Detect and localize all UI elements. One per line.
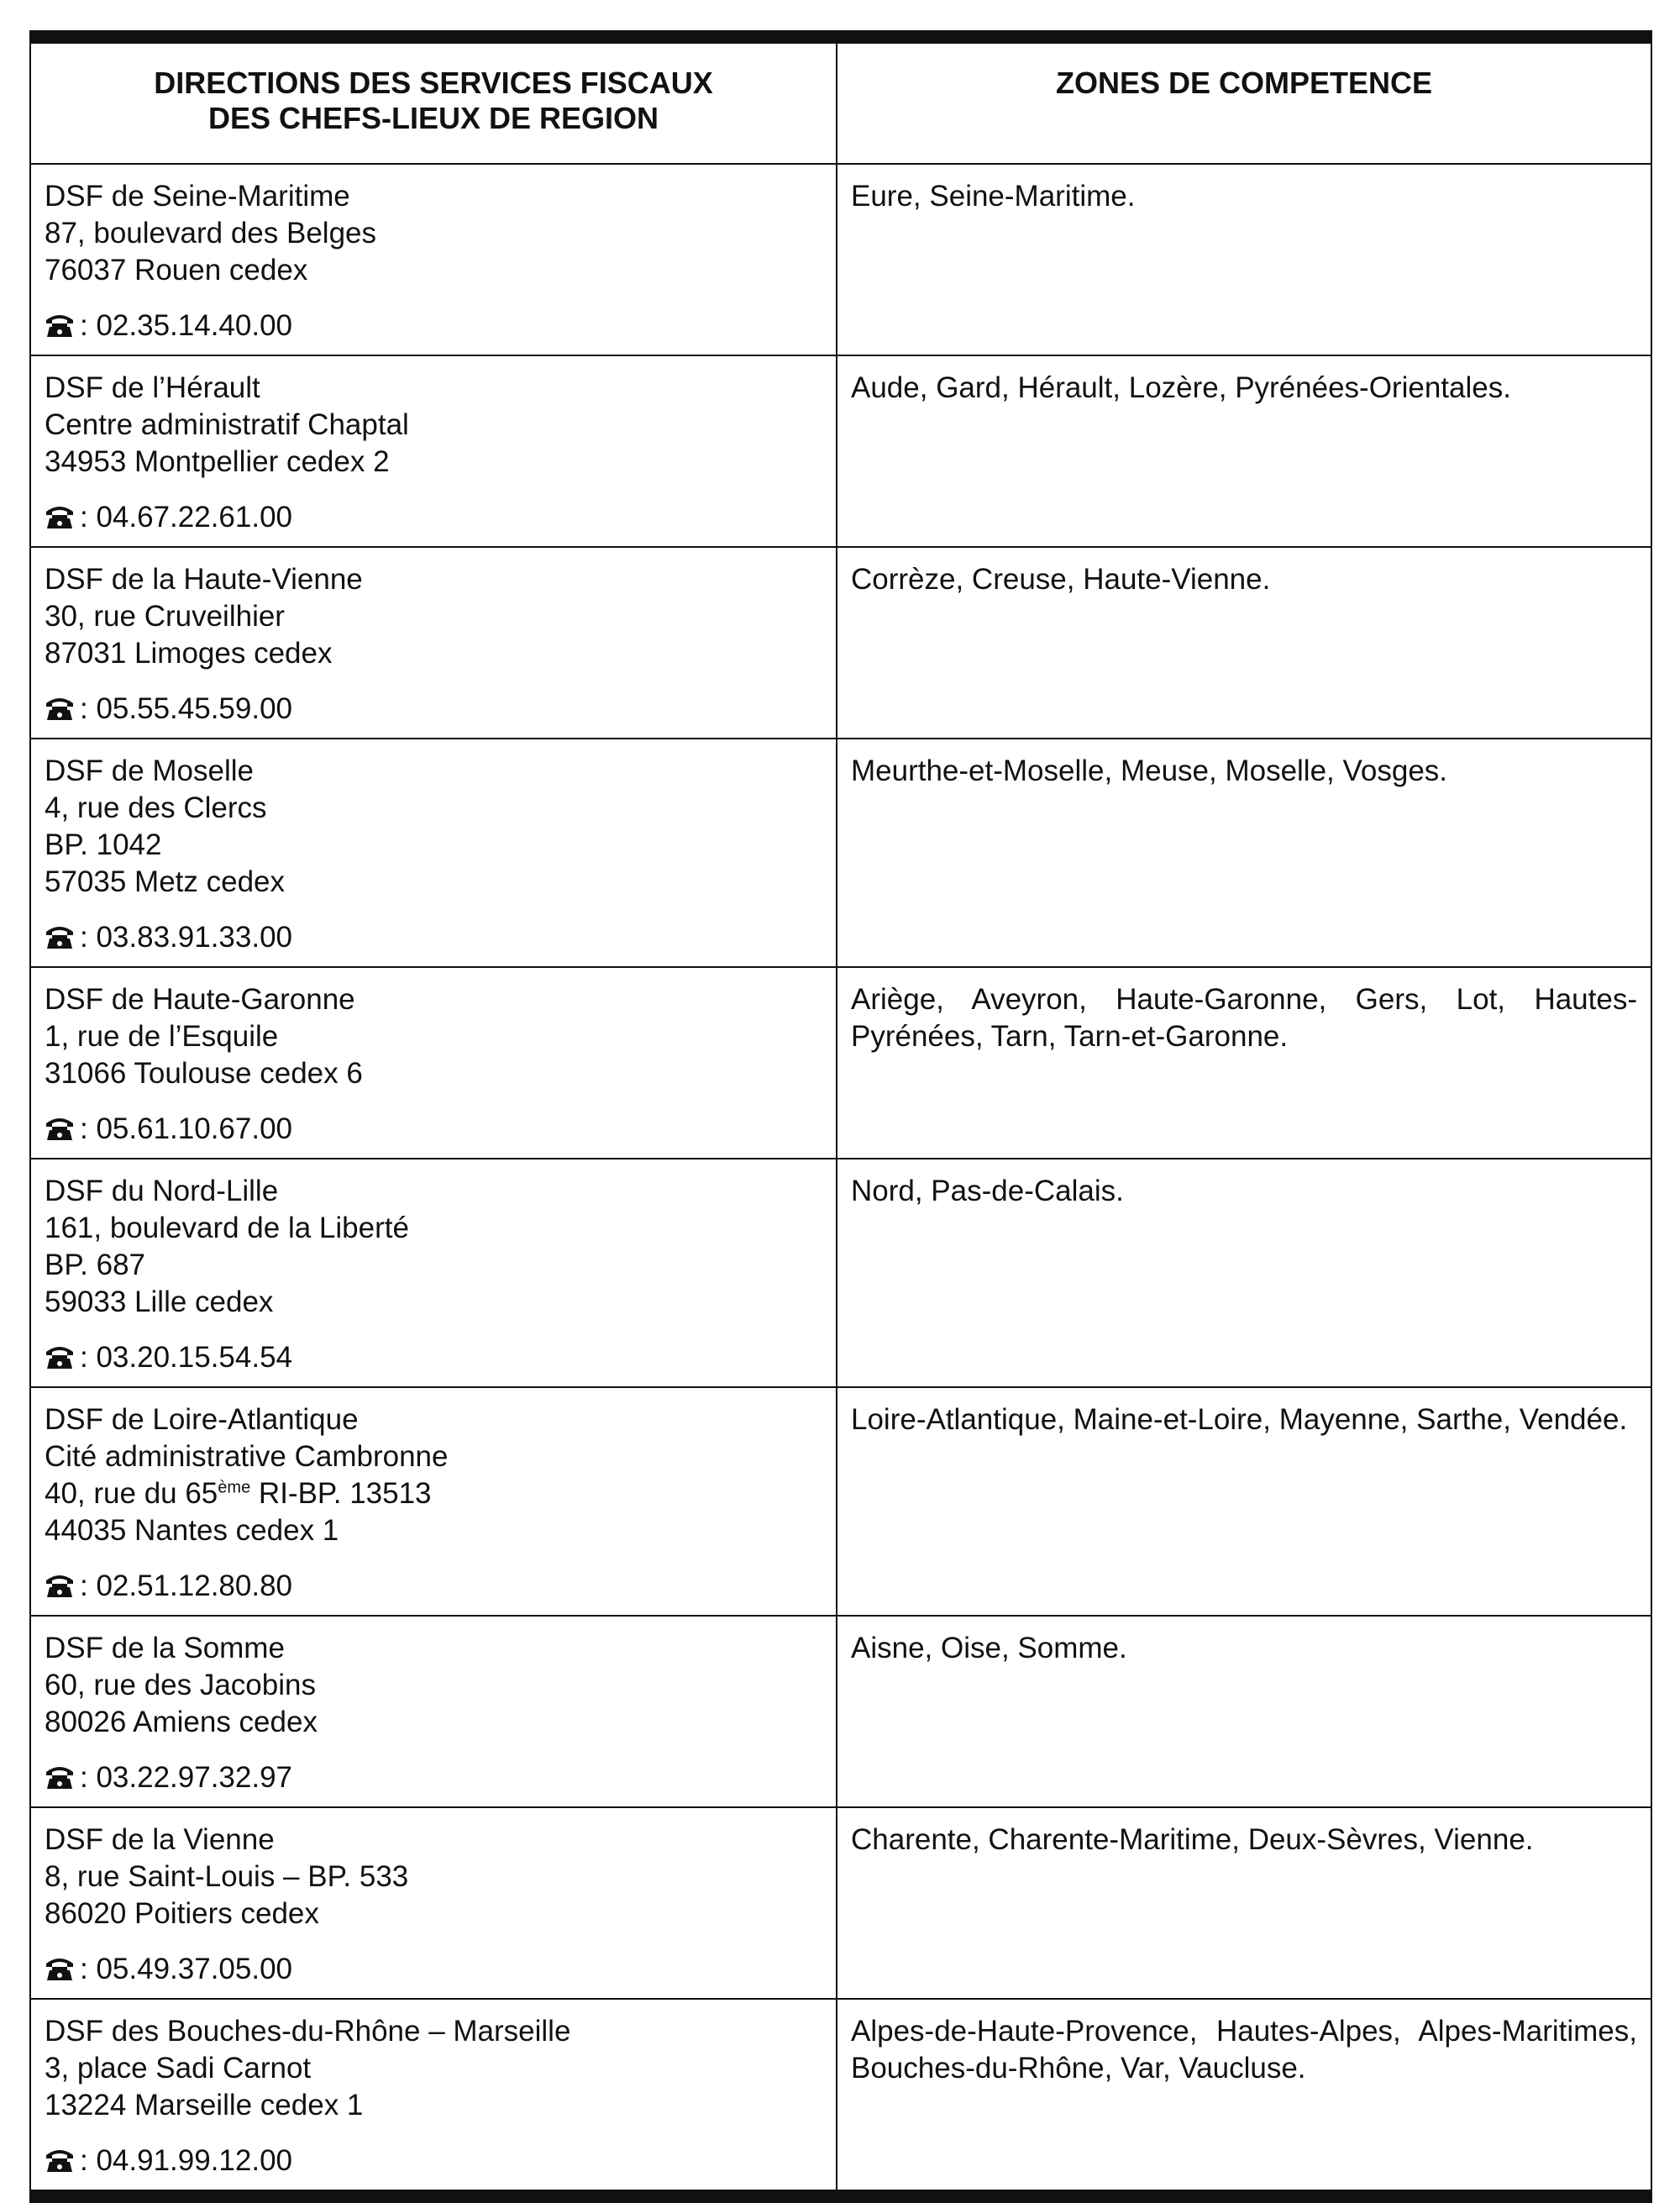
address-line: 60, rue des Jacobins bbox=[45, 1669, 316, 1701]
address-line: 4, rue des Clercs bbox=[45, 791, 267, 824]
address-line: 59033 Lille cedex bbox=[45, 1286, 274, 1318]
phone-line bbox=[45, 1111, 822, 1158]
table-row bbox=[30, 1616, 1651, 1807]
header-zones: ZONES DE COMPETENCE bbox=[837, 37, 1651, 164]
address-line: 8, rue Saint-Louis – BP. 533 bbox=[45, 1860, 409, 1893]
table-row bbox=[30, 1159, 1651, 1387]
telephone-icon bbox=[45, 1764, 75, 1790]
zone-cell: Nord, Pas-de-Calais. bbox=[837, 1159, 1651, 1387]
address-line: DSF du Nord-Lille bbox=[45, 1175, 279, 1207]
address-line: 13224 Marseille cedex 1 bbox=[45, 2089, 364, 2122]
direction-cell bbox=[30, 739, 837, 967]
address-line-text: 40, rue du 65 bbox=[45, 1477, 218, 1510]
address-line: 76037 Rouen cedex bbox=[45, 254, 308, 287]
zone-cell: Charente, Charente-Maritime, Deux-Sèvres, Vienne. bbox=[837, 1807, 1651, 1999]
table-row bbox=[30, 164, 1651, 355]
phone-number: : 03.20.15.54.54 bbox=[80, 1341, 292, 1374]
dsf-table bbox=[29, 30, 1652, 2203]
telephone-icon bbox=[45, 504, 75, 529]
table-row bbox=[30, 547, 1651, 739]
telephone-icon bbox=[45, 1956, 75, 1981]
zone-cell: Alpes-de-Haute-Provence, Hautes-Alpes, Alpes-Maritimes, Bouches-du-Rhône, Var, Vaucluse. bbox=[837, 1999, 1651, 2196]
ordinal-superscript: ème bbox=[218, 1478, 251, 1497]
address-block bbox=[45, 561, 822, 672]
address-line: 3, place Sadi Carnot bbox=[45, 2052, 312, 2085]
direction-cell bbox=[30, 1807, 837, 1999]
address-line: 87, boulevard des Belges bbox=[45, 217, 376, 250]
address-line: DSF de l’Hérault bbox=[45, 371, 260, 404]
table-header-row bbox=[30, 37, 1651, 164]
address-line: 87031 Limoges cedex bbox=[45, 637, 333, 670]
phone-line bbox=[45, 499, 822, 546]
phone-number: : 05.61.10.67.00 bbox=[80, 1112, 292, 1145]
telephone-icon bbox=[45, 1116, 75, 1141]
zone-cell: Eure, Seine-Maritime. bbox=[837, 164, 1651, 355]
address-block bbox=[45, 1173, 822, 1321]
direction-cell bbox=[30, 967, 837, 1159]
header-directions bbox=[30, 37, 837, 164]
table-row bbox=[30, 1807, 1651, 1999]
address-line: DSF de la Somme bbox=[45, 1632, 285, 1664]
address-block bbox=[45, 1630, 822, 1741]
address-line: BP. 1042 bbox=[45, 828, 162, 861]
telephone-icon bbox=[45, 696, 75, 721]
telephone-icon bbox=[45, 2148, 75, 2173]
address-line bbox=[45, 1475, 822, 1512]
direction-cell bbox=[30, 355, 837, 547]
table-body bbox=[30, 164, 1651, 2196]
address-line: 34953 Montpellier cedex 2 bbox=[45, 445, 390, 478]
address-block bbox=[45, 370, 822, 481]
address-line: 30, rue Cruveilhier bbox=[45, 600, 285, 633]
phone-number: : 05.49.37.05.00 bbox=[80, 1953, 292, 1985]
phone-number: : 02.51.12.80.80 bbox=[80, 1569, 292, 1602]
phone-number: : 04.67.22.61.00 bbox=[80, 501, 292, 534]
address-line: 161, boulevard de la Liberté bbox=[45, 1212, 409, 1244]
address-line: 31066 Toulouse cedex 6 bbox=[45, 1057, 363, 1090]
phone-line bbox=[45, 308, 822, 355]
phone-number: : 04.91.99.12.00 bbox=[80, 2144, 292, 2177]
phone-number: : 03.22.97.32.97 bbox=[80, 1761, 292, 1794]
telephone-icon bbox=[45, 313, 75, 338]
address-block bbox=[45, 2013, 822, 2124]
phone-number: : 03.83.91.33.00 bbox=[80, 921, 292, 954]
direction-cell bbox=[30, 1387, 837, 1616]
phone-line bbox=[45, 691, 822, 738]
zone-cell: Aude, Gard, Hérault, Lozère, Pyrénées-Orientales. bbox=[837, 355, 1651, 547]
direction-cell bbox=[30, 547, 837, 739]
table-row bbox=[30, 1387, 1651, 1616]
direction-cell bbox=[30, 1159, 837, 1387]
address-block bbox=[45, 1822, 822, 1932]
direction-cell bbox=[30, 1999, 837, 2196]
table-row bbox=[30, 739, 1651, 967]
phone-line bbox=[45, 1339, 822, 1386]
phone-line bbox=[45, 1759, 822, 1806]
address-line: 1, rue de l’Esquile bbox=[45, 1020, 279, 1053]
address-line: DSF de Seine-Maritime bbox=[45, 180, 350, 213]
phone-line bbox=[45, 1568, 822, 1615]
address-line: DSF de Loire-Atlantique bbox=[45, 1403, 359, 1436]
phone-number: : 02.35.14.40.00 bbox=[80, 309, 292, 342]
direction-cell bbox=[30, 1616, 837, 1807]
table-row bbox=[30, 1999, 1651, 2196]
direction-cell bbox=[30, 164, 837, 355]
address-line-suffix: RI-BP. 13513 bbox=[250, 1477, 432, 1510]
address-line: DSF de Haute-Garonne bbox=[45, 983, 355, 1016]
address-line: 44035 Nantes cedex 1 bbox=[45, 1514, 339, 1547]
address-line: DSF de la Vienne bbox=[45, 1823, 275, 1856]
phone-line bbox=[45, 2143, 822, 2190]
zone-cell: Meurthe-et-Moselle, Meuse, Moselle, Vosges. bbox=[837, 739, 1651, 967]
address-line: DSF de la Haute-Vienne bbox=[45, 563, 363, 596]
zone-cell: Ariège, Aveyron, Haute-Garonne, Gers, Lot, Hautes-Pyrénées, Tarn, Tarn-et-Garonne. bbox=[837, 967, 1651, 1159]
phone-line bbox=[45, 919, 822, 966]
address-line: 57035 Metz cedex bbox=[45, 865, 286, 898]
phone-number: : 05.55.45.59.00 bbox=[80, 692, 292, 725]
zone-cell: Loire-Atlantique, Maine-et-Loire, Mayenne, Sarthe, Vendée. bbox=[837, 1387, 1651, 1616]
zone-cell: Corrèze, Creuse, Haute-Vienne. bbox=[837, 547, 1651, 739]
address-block bbox=[45, 753, 822, 901]
address-line: DSF de Moselle bbox=[45, 754, 254, 787]
table-row bbox=[30, 355, 1651, 547]
header-directions-line1: DIRECTIONS DES SERVICES FISCAUX bbox=[154, 66, 713, 100]
table-row bbox=[30, 967, 1651, 1159]
address-block bbox=[45, 1401, 822, 1549]
address-line: DSF des Bouches-du-Rhône – Marseille bbox=[45, 2015, 571, 2048]
address-line: 80026 Amiens cedex bbox=[45, 1706, 318, 1738]
address-line: 86020 Poitiers cedex bbox=[45, 1897, 319, 1930]
address-block bbox=[45, 178, 822, 289]
telephone-icon bbox=[45, 1573, 75, 1598]
header-directions-line2: DES CHEFS-LIEUX DE REGION bbox=[207, 101, 659, 135]
telephone-icon bbox=[45, 924, 75, 949]
phone-line bbox=[45, 1951, 822, 1998]
address-line: BP. 687 bbox=[45, 1249, 146, 1281]
address-line: Cité administrative Cambronne bbox=[45, 1440, 449, 1473]
telephone-icon bbox=[45, 1344, 75, 1370]
zone-cell: Aisne, Oise, Somme. bbox=[837, 1616, 1651, 1807]
address-line: Centre administratif Chaptal bbox=[45, 408, 409, 441]
address-block bbox=[45, 981, 822, 1092]
